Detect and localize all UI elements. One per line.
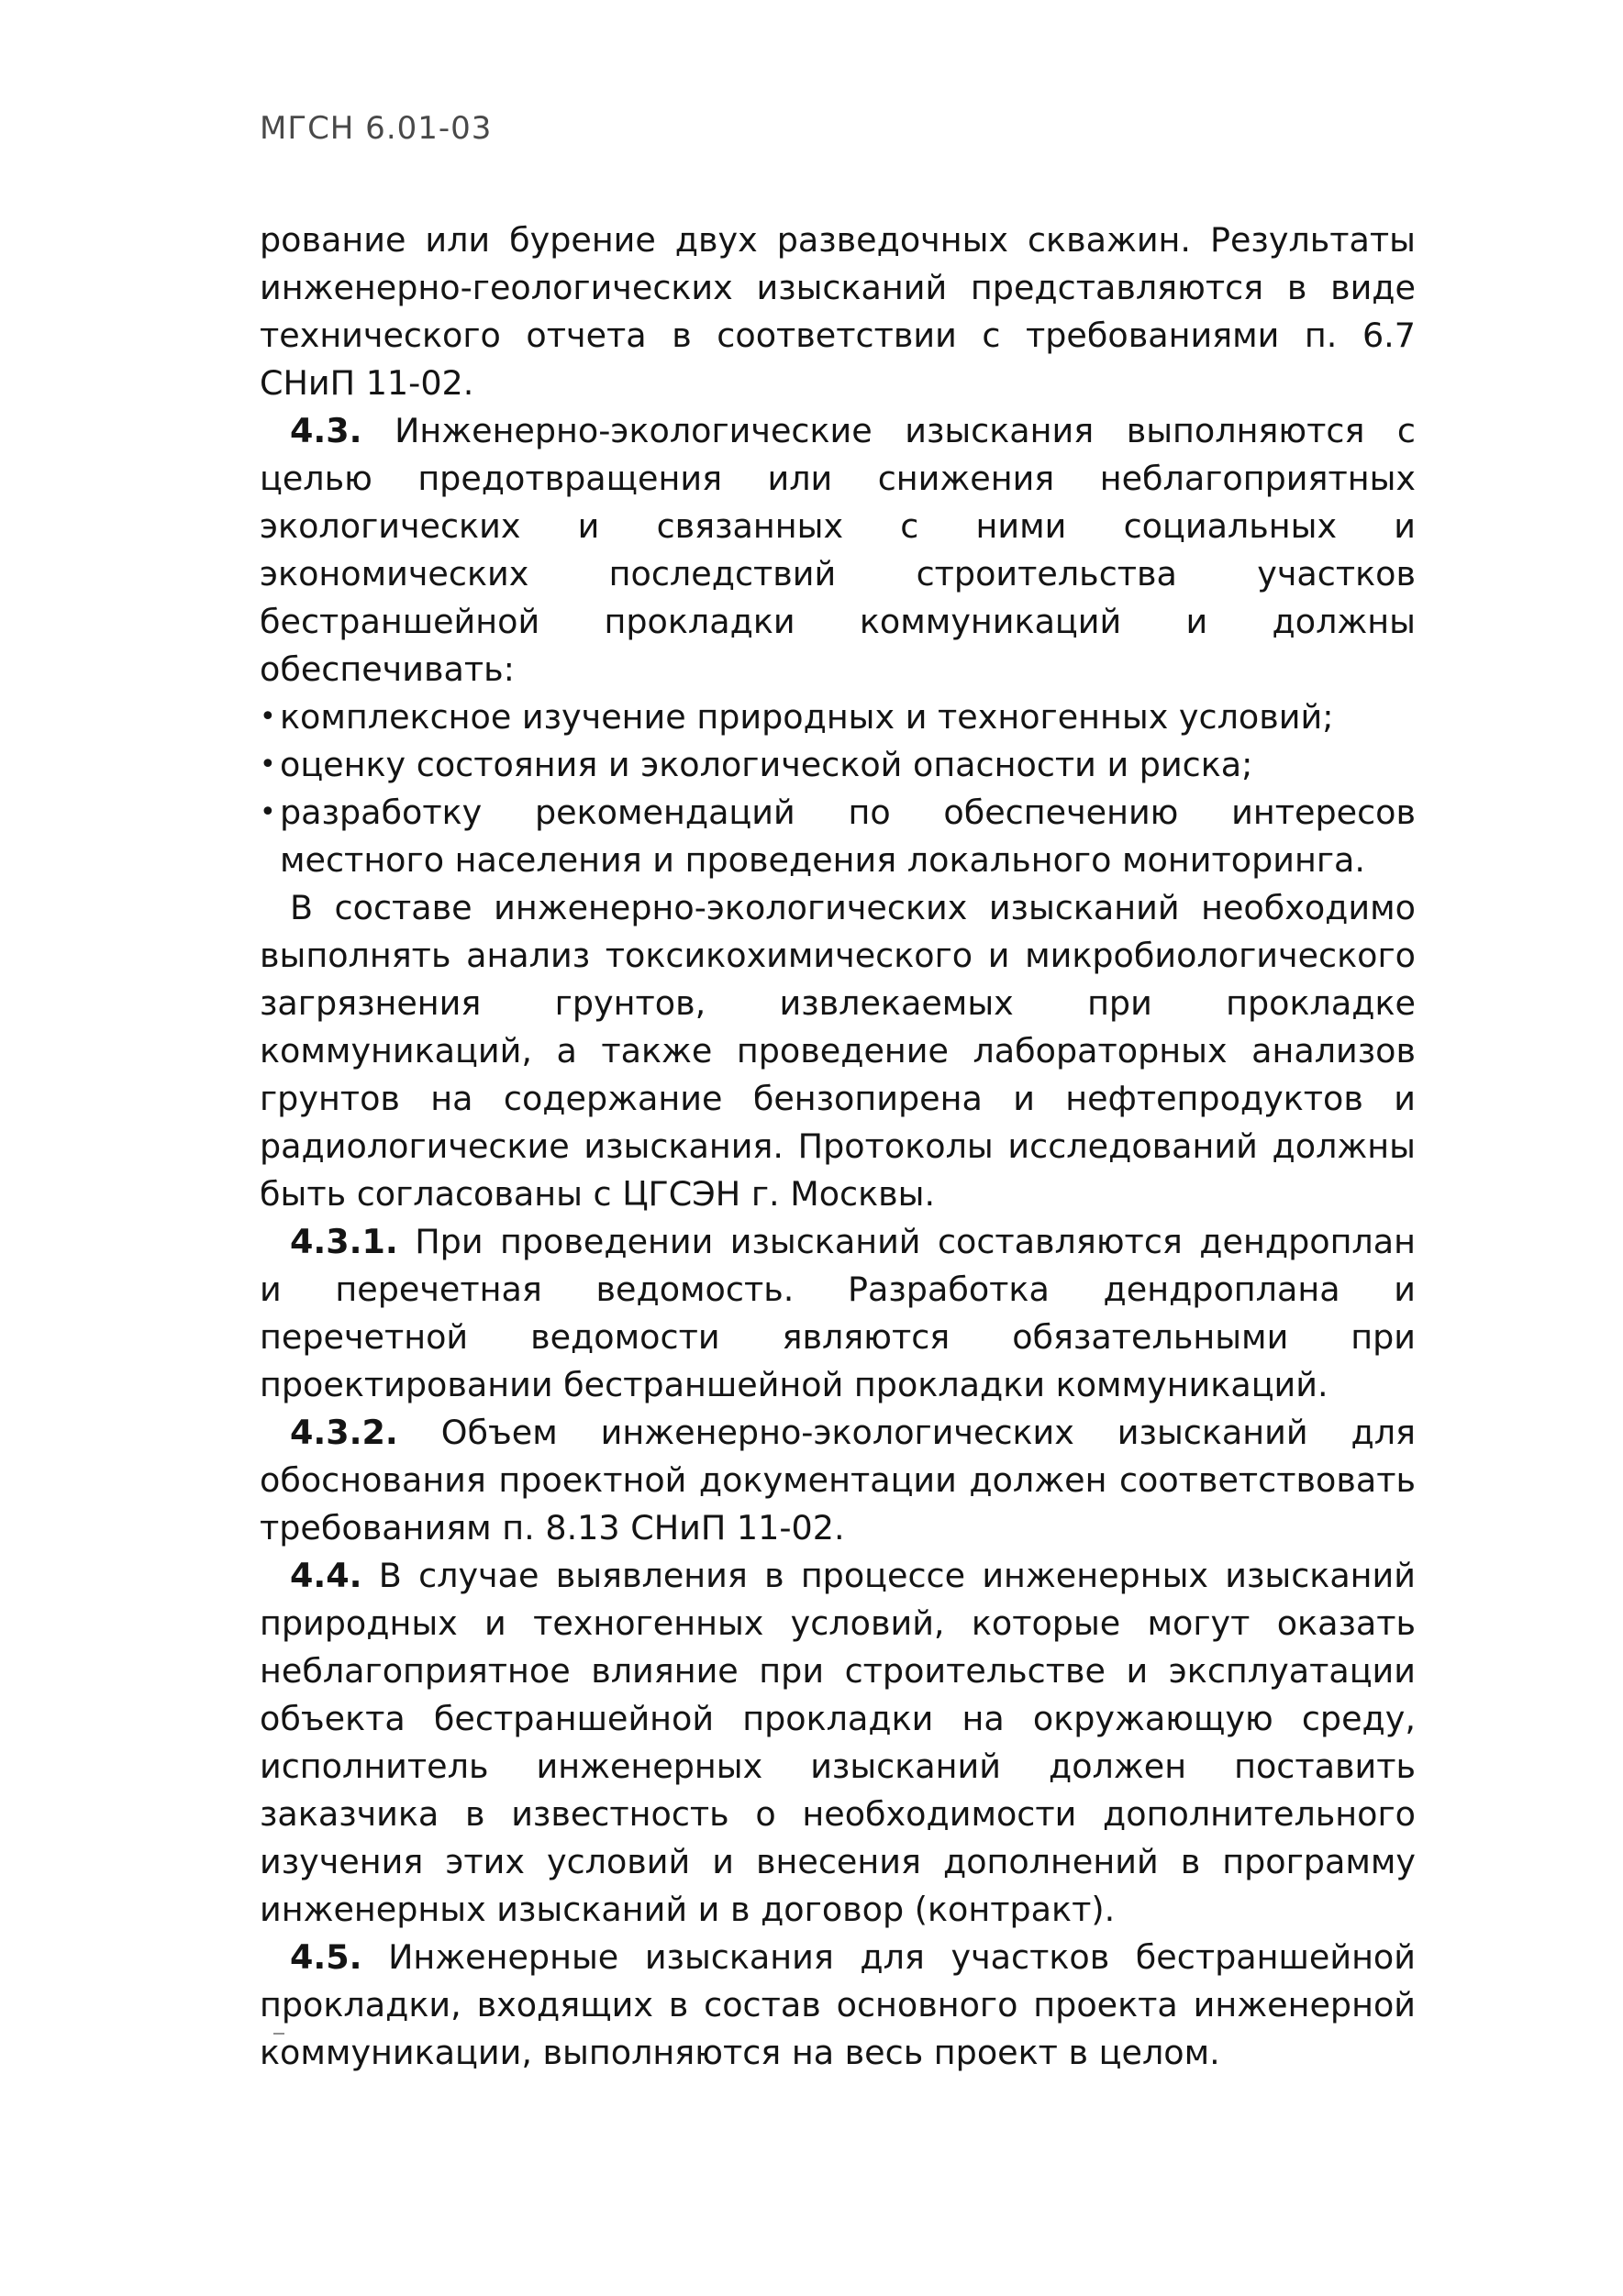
bullet-marker: • (260, 796, 276, 828)
paragraph-4-3-2 (260, 1409, 1416, 1552)
paragraph-analysis: В составе инженерно-экологических изысканий необходимо выполнять анализ токсикохимического и микробиологического загрязнения грунтов, извлекаемых при прокладке коммуникаций, а также проведение лабораторных анализов грунтов на содержание бензопирена и нефтепродуктов и радиологические изыскания. Протоколы исследований должны быть согласованы с ЦГСЭН г. Москвы. (260, 888, 1416, 1214)
clause-text: Объем инженерно-экологических изысканий для обоснования проектной документации должен соответствовать требованиям п. 8.13 СНиП 11-02. (260, 1413, 1416, 1547)
document-body (260, 216, 1416, 2077)
bullet-marker: • (260, 701, 276, 733)
paragraph-4-4 (260, 1552, 1416, 1934)
list-item-text: оценку состояния и экологической опасности и риска; (280, 745, 1253, 784)
clause-number: 4.3. (290, 411, 362, 450)
paragraph-4-3-1 (260, 1218, 1416, 1409)
clause-text: Инженерные изыскания для участков бестраншейной прокладки, входящих в состав основного проекта инженерной коммуникации, выполняются на весь проект в целом. (260, 1937, 1416, 2072)
list-item-text: комплексное изучение природных и техногенных условий; (280, 697, 1334, 737)
paragraph-4-5 (260, 1934, 1416, 2077)
list-item-text: разработку рекомендаций по обеспечению интересов местного населения и проведения локального мониторинга. (280, 793, 1416, 880)
bullet-marker: • (260, 749, 276, 781)
paragraph-continuation: рование или бурение двух разведочных скважин. Результаты инженерно-геологических изысканий представляются в виде технического отчета в соответствии с требованиями п. 6.7 СНиП 11-02. (260, 220, 1416, 403)
list-item (260, 741, 1416, 789)
clause-text: Инженерно-экологические изыскания выполняются с целью предотвращения или снижения неблагоприятных экологических и связанных с ними социальных и экономических последствий строительства участков бестраншейной прокладки коммуникаций и должны обеспечивать: (260, 411, 1416, 689)
clause-number: 4.3.1. (290, 1222, 398, 1261)
paragraph-4-3 (260, 407, 1416, 693)
document-code: МГСН 6.01-03 (260, 110, 493, 147)
clause-number: 4.5. (290, 1937, 362, 1977)
clause-text: В случае выявления в процессе инженерных изысканий природных и техногенных условий, которые могут оказать неблагоприятное влияние при строительстве и эксплуатации объекта бестраншейной прокладки на окружающую среду, исполнитель инженерных изысканий должен поставить заказчика в известность о необходимости дополнительного изучения этих условий и внесения дополнений в программу инженерных изысканий и в договор (контракт). (260, 1556, 1416, 1929)
bullet-list (260, 693, 1416, 884)
clause-number: 4.3.2. (290, 1413, 398, 1452)
clause-number: 4.4. (290, 1556, 362, 1595)
list-item (260, 789, 1416, 884)
page-mark (273, 2033, 284, 2047)
clause-text: При проведении изысканий составляются дендроплан и перечетная ведомость. Разработка дендроплана и перечетной ведомости являются обязательными при проектировании бестраншейной прокладки коммуникаций. (260, 1222, 1416, 1404)
list-item (260, 693, 1416, 741)
